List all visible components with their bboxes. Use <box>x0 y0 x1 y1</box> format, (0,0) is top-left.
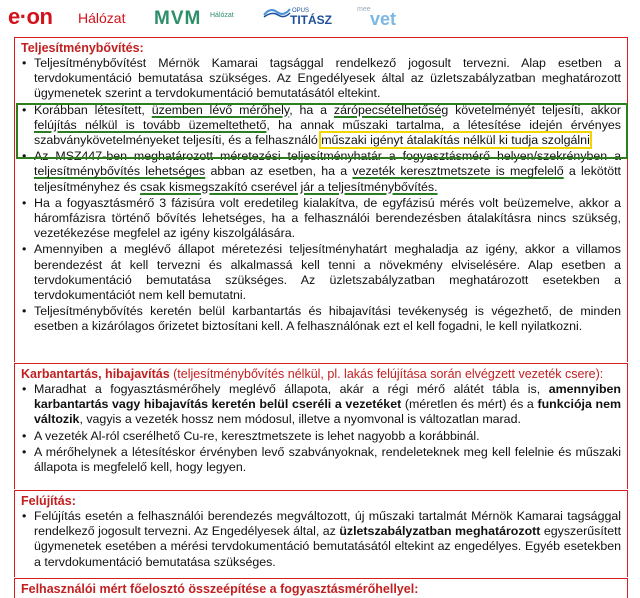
mvm-logo-subtitle: Hálózat <box>210 12 234 19</box>
mvm-logo: MVM <box>154 8 202 29</box>
list-item: • Korábban létesített, üzemben lévő mérőhely, ha a zárópecsételhetőség követelményét teljesíti, akkor felújítás nélkül is tovább üzemeltethető, ha annak műszaki tartalma, a létesítése idején érvényes szabványkövetelményeket teljesíti, és a felhasználó műszaki igényt átalakítás nélkül ki tudja szolgálni <box>21 103 621 149</box>
section-title: Felújítás: <box>21 494 76 508</box>
list-item: • Teljesítménybővítés keretén belül karbantartás és hibajavítási tevékenység is végezhető, de minden esetben a kizárólagos őrizetet biztosítani kell. A felhasználónak ezt el kell fogadni, le kell nyilatkozni. <box>21 304 621 334</box>
titasz-logo: TITÁSZ <box>290 13 332 27</box>
eon-logo: e·on <box>8 4 53 29</box>
section-title: Felhasználói mért főelosztó összeépítése a fogyasztásmérőhellyel: <box>21 582 419 596</box>
section-subtitle: (teljesítménybővítés nélkül, pl. lakás felújítása során elvégzett vezeték csere): <box>169 367 604 381</box>
section-foeloszto <box>14 578 628 598</box>
list-item: • Felújítás esetén a felhasználói berendezés megváltozott, új műszaki tartalmát Mérnök Kamarai tagsággal rendelkező jogosult tervezni. Az Engedélyesek által, az üzletszabályzatban meghatározott egyszerűsített ügymenetek esetében a mérési tervdokumentáció bemutatásától eltekint az engedélyes. Egyéb esetekben a tervdokumentáció bemutatása szükséges. <box>21 509 621 570</box>
section-karbantartas <box>14 363 628 489</box>
yellow-highlight: műszaki igényt átalakítás nélkül ki tudja szolgálni <box>321 133 590 148</box>
bullet-list <box>21 382 621 475</box>
section-title: Teljesítménybővítés: <box>21 41 144 55</box>
section-title: Karbantartás, hibajavítás (teljesítménybővítés nélkül, pl. lakás felújítása során elvégzett vezeték csere): <box>21 367 604 381</box>
list-item: • A mérőhelynek a létesítéskor érvényben levő szabványoknak, rendeleteknek meg kell felelnie és műszaki állapota is megfelelő kell, hogy legyen. <box>21 445 621 475</box>
eon-logo-subtitle: Hálózat <box>78 10 126 26</box>
list-item: • Maradhat a fogyasztásmérőhely meglévő állapota, akár a régi mérő alátét tábla is, amennyiben karbantartás vagy hibajavítás keretén belül cseréli a vezetéket (méretlen és mért) és a funkciója nem változik, vagyis a vezeték hossz nem módosul, illetve a nyomvonal is változatlan marad. <box>21 382 621 428</box>
list-item: • Amennyiben a meglévő állapot méretezési teljesítményhatárt meghaladja az igény, akkor a villamos berendezést át kell tervezni és alkalmassá kell tenni a növekmény elviselésére. Alap esetben a tervdokumentáció bemutatása szükséges. Az üzletszabályzatban meghatározott esetekben a tervdokumentációt nem kell bemutatni. <box>21 242 621 303</box>
titasz-logo-subtitle: OPUS <box>292 8 310 14</box>
vet-logo-subtitle: mee <box>357 6 371 13</box>
list-item: • A vezeték Al-ról cserélhető Cu-re, keresztmetszete is lehet nagyobb a korábbinál. <box>21 429 621 444</box>
vet-logo: vet <box>370 9 397 29</box>
section-teljesitmenybovites <box>14 37 628 362</box>
list-item: • Teljesítménybővítést Mérnök Kamarai tagsággal rendelkező jogosult tervezni. Alap esetben a tervdokumentáció bemutatása szükséges. Az Engedélyesek által az üzletszabályzatban meghatározott ügymenetek szerint a tervdokumentáció bemutatásától eltekint. <box>21 56 621 102</box>
logo-bar <box>0 0 640 36</box>
bullet-list <box>21 56 621 335</box>
list-item: • Ha a fogyasztásmérő 3 fázisúra volt eredetileg kialakítva, de egyfázisú mérés volt beüzemelve, akkor a háromfázisra történő bővítés lehetséges, ha a felhasználói berendezésben átalakításra nincs szükség, vezetékezése megfelel az igény kiszolgálására. <box>21 196 621 242</box>
bullet-list <box>21 509 621 570</box>
titasz-logo-mark-icon <box>262 5 292 19</box>
list-item: • Az MSZ447-ben meghatározott méretezési teljesítményhatár a fogyasztásmérő helyen/szekrényben a teljesítménybővítés lehetséges abban az esetben, ha a vezeték keresztmetszete is megfelelő a lekötött teljesítményhez és csak kismegszakító cserével jár a teljesítménybővítés. <box>21 149 621 195</box>
section-felujitas <box>14 490 628 577</box>
